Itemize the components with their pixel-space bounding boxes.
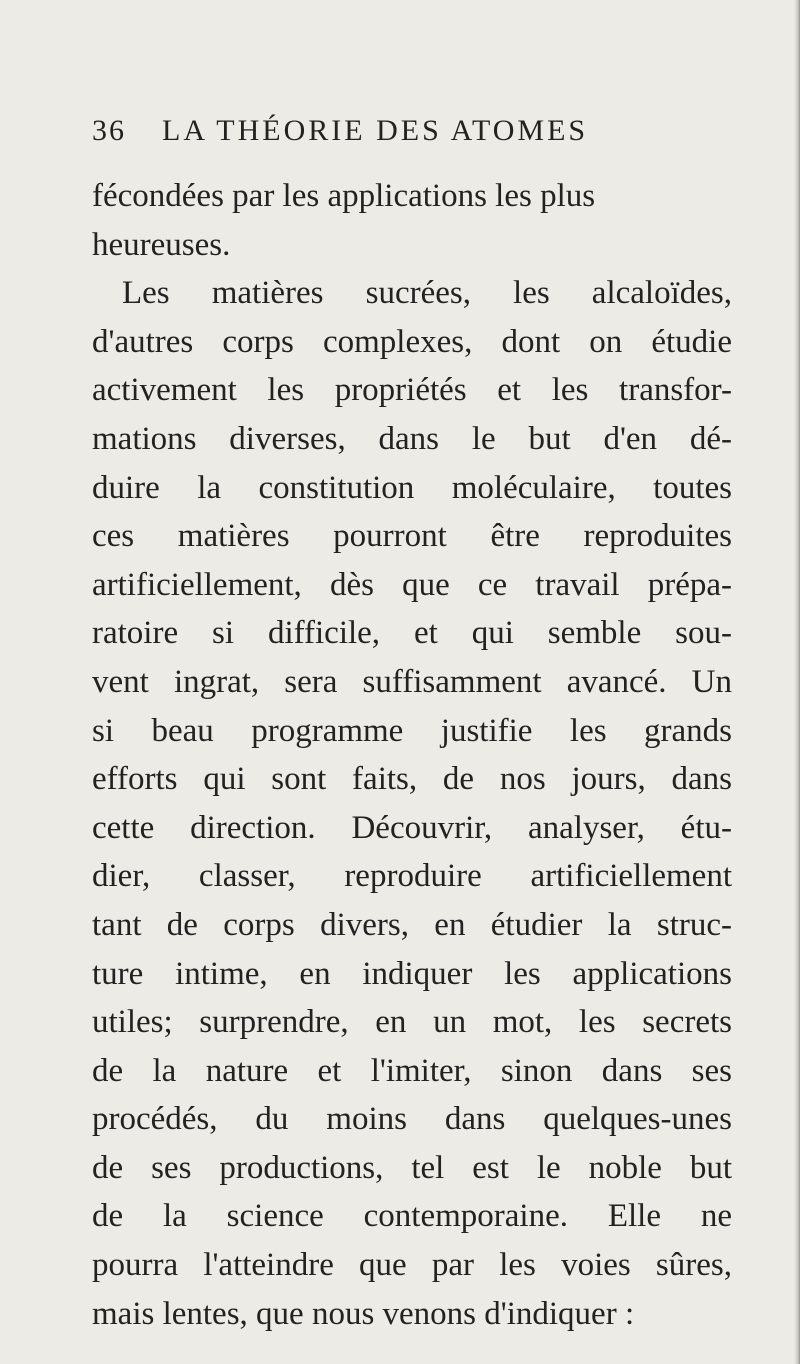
page-edge-shadow [794,0,800,1364]
text-line: Les matières sucrées, les alcaloïdes, [122,275,732,312]
text-line: de la nature et l'imiter, sinon dans ses [92,1052,732,1089]
text-line: mations diverses, dans le but d'en dé- [92,420,732,457]
text-line: si beau programme justifie les grands [92,712,732,749]
text-line: efforts qui sont faits, de nos jours, dans [92,761,732,798]
text-line: procédés, du moins dans quelques-unes [92,1101,732,1138]
text-line: ture intime, en indiquer les applications [92,955,732,992]
running-head [92,114,732,154]
text-line: dier, classer, reproduire artificiellement [92,858,732,895]
text-line: de la science contemporaine. Elle ne [92,1198,732,1235]
text-line: ces matières pourront être reproduites [92,518,732,555]
text-line: artificiellement, dès que ce travail prépa- [92,566,732,603]
text-line: heureuses. [92,226,231,263]
text-line: ratoire si difficile, et qui semble sou- [92,615,732,652]
text-line: tant de corps divers, en étudier la struc- [92,906,732,943]
text-line: mais lentes, que nous venons d'indiquer : [92,1295,635,1332]
page-number: 36 [92,114,126,147]
text-line: duire la constitution moléculaire, toutes [92,469,732,506]
running-title: LA THÉORIE DES ATOMES [162,114,589,147]
body-text [92,172,732,1338]
text-line: d'autres corps complexes, dont on étudie [92,323,732,360]
text-line: utiles; surprendre, en un mot, les secrets [92,1004,732,1041]
text-line: activement les propriétés et les transfor- [92,372,732,409]
text-line: pourra l'atteindre que par les voies sûres, [92,1247,732,1284]
text-line: cette direction. Découvrir, analyser, étu- [92,809,732,846]
text-line: fécondées par les applications les plus [92,178,596,214]
text-line: de ses productions, tel est le noble but [92,1149,732,1186]
text-line: vent ingrat, sera suffisamment avancé. Un [92,663,732,700]
